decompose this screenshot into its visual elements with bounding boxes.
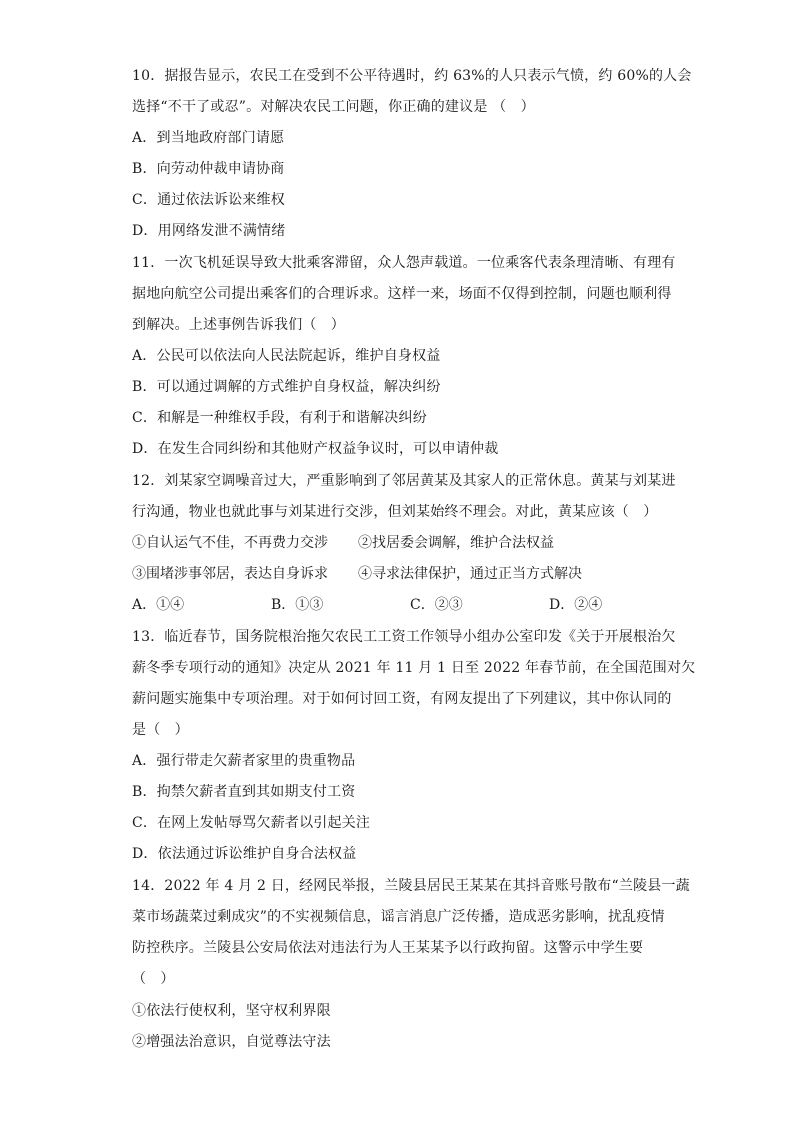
- question-13-option-c: C．在网上发帖辱骂欠薪者以引起关注: [132, 815, 371, 831]
- question-11-option-a: A．公民可以依法向人民法院起诉，维护自身权益: [132, 348, 441, 364]
- question-13-option-b: B．拘禁欠薪者直到其如期支付工资: [132, 784, 356, 800]
- question-14-stem-line-1: 14．2022 年 4 月 2 日，经网民举报，兰陵县居民王某某在其抖音账号散布“兰陵县一蔬: [132, 878, 690, 894]
- question-12-statement-3: ③围堵涉事邻居，表达自身诉求: [132, 566, 328, 582]
- question-10-option-d: D．用网络发泄不满情绪: [132, 223, 286, 239]
- question-13-option-d: D．依法通过诉讼维护自身合法权益: [132, 846, 357, 862]
- question-14-stem-line-2: 菜市场蔬菜过剩成灾”的不实视频信息，谣言消息广泛传播，造成恶劣影响，扰乱疫情: [132, 909, 665, 925]
- question-11-stem-line-1: 11．一次飞机延误导致大批乘客滞留，众人怨声载道。一位乘客代表条理清晰、有理有: [132, 255, 676, 271]
- question-13-stem-line-4: 是（ ）: [132, 722, 189, 738]
- question-10-option-a: A．到当地政府部门请愿: [132, 130, 285, 146]
- question-12-statement-4: ④寻求法律保护，通过正当方式解决: [358, 566, 582, 582]
- question-12-choice-b: B．①③: [271, 597, 324, 613]
- question-14-statement-2: ②增强法治意识，自觉尊法守法: [132, 1034, 331, 1050]
- question-11-option-d: D．在发生合同纠纷和其他财产权益争议时，可以申请仲裁: [132, 441, 499, 457]
- question-12-statement-2: ②找居委会调解，维护合法权益: [358, 535, 554, 551]
- question-13-option-a: A．强行带走欠薪者家里的贵重物品: [132, 753, 356, 769]
- question-13-stem-line-3: 薪问题实施集中专项治理。对于如何讨回工资，有网友提出了下列建议，其中你认同的: [132, 691, 672, 707]
- question-12-stem-line-1: 12．刘某家空调噪音过大，严重影响到了邻居黄某及其家人的正常休息。黄某与刘某进: [132, 473, 676, 489]
- question-11-option-c: C．和解是一种维权手段，有利于和谐解决纠纷: [132, 410, 427, 426]
- question-12-stem-line-2: 行沟通，物业也就此事与刘某进行交涉，但刘某始终不理会。对此，黄某应该（ ）: [132, 504, 658, 520]
- question-12-statement-1: ①自认运气不佳，不再费力交涉: [132, 535, 328, 551]
- question-14-statement-1: ①依法行使权利，坚守权利界限: [132, 1003, 331, 1019]
- question-10-stem-line-2: 选择“不干了或忍”。对解决农民工问题，你正确的建议是 （ ）: [132, 99, 535, 115]
- question-10-option-c: C．通过依法诉讼来维权: [132, 192, 285, 208]
- question-11-stem-line-3: 到解决。上述事例告诉我们（ ）: [132, 317, 345, 333]
- question-12-choice-a: A．①④: [132, 597, 185, 613]
- question-11-stem-line-2: 据地向航空公司提出乘客们的合理诉求。这样一来，场面不仅得到控制，问题也顺利得: [132, 286, 672, 302]
- question-10-stem-line-1: 10．据报告显示，农民工在受到不公平待遇时，约 63%的人只表示气愤，约 60%的人会: [132, 68, 692, 84]
- question-10-option-b: B．向劳动仲裁申请协商: [132, 161, 285, 177]
- question-14-stem-line-3: 防控秩序。兰陵县公安局依法对违法行为人王某某予以行政拘留。这警示中学生要: [132, 940, 644, 956]
- question-12-choice-c: C．②③: [410, 597, 463, 613]
- question-14-stem-line-4: （ ）: [132, 971, 175, 987]
- question-13-stem-line-2: 薪冬季专项行动的通知》决定从 2021 年 11 月 1 日至 2022 年春节前，在全国范围对欠: [132, 660, 696, 676]
- question-11-option-b: B．可以通过调解的方式维护自身权益，解决纠纷: [132, 379, 441, 395]
- question-12-choice-d: D．②④: [549, 597, 603, 613]
- question-13-stem-line-1: 13．临近春节，国务院根治拖欠农民工工资工作领导小组办公室印发《关于开展根治欠: [132, 629, 676, 645]
